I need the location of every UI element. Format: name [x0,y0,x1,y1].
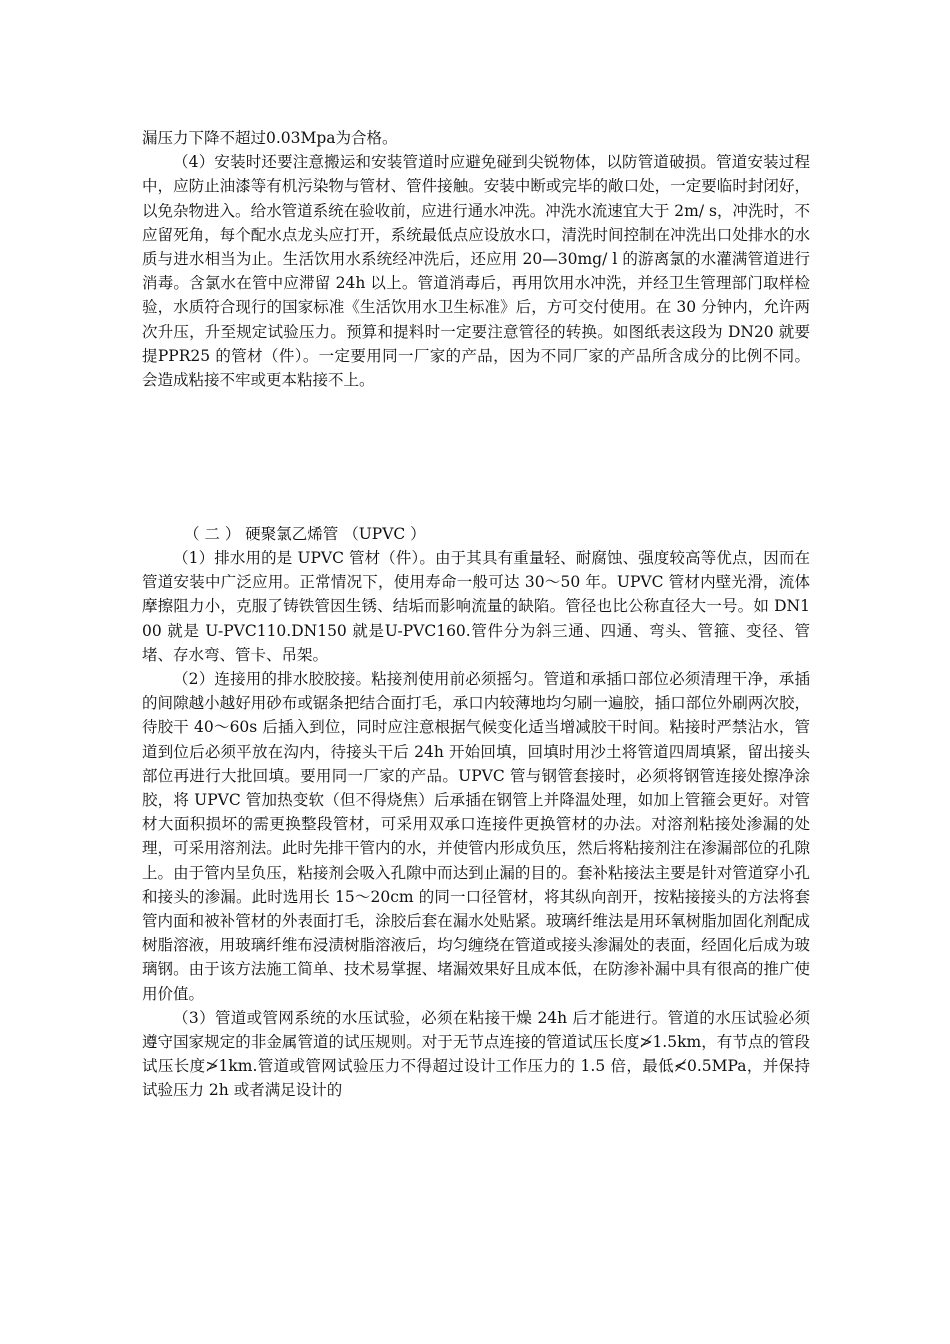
section-heading: （ 二 ） 硬聚氯乙烯管 （UPVC ） [184,525,426,543]
paragraph-3: （3）管道或管网系统的水压试验，必须在粘接干燥 24h 后才能进行。管道的水压试验必须遵守国家规定的非金属管道的试压规则。对于无节点连接的管道试压长度≯1.5km，有节点的管段试压长度≯1km.管道或管网试验压力不得超过设计工作压力的 1.5 倍，最低≮0.5MPa，并保持试验压力 2h 或者满足设计的 [142,1008,810,1100]
upvc-section [142,546,810,1103]
paragraph-1: （1）排水用的是 UPVC 管材（件）。由于其具有重量轻、耐腐蚀、强度较高等优点，因而在管道安装中广泛应用。正常情况下，使用寿命一般可达 30～50 年。UPVC 管材内壁光滑，流体摩擦阻力小，克服了铸铁管因生锈、结垢而影响流量的缺陷。管径也比公称直径大一号。如 DN100 就是 U-PVC110.DN150 就是U-PVC160.管件分为斜三通、四通、弯头、管箍、变径、管堵、存水弯、管卡、吊架。 [142,549,810,664]
carryover-line: 漏压力下降不超过0.03Mpa为合格。 [142,129,398,147]
ppr-section-continuation [142,126,810,392]
paragraph-4: （4）安装时还要注意搬运和安装管道时应避免碰到尖锐物体，以防管道破损。管道安装过程中，应防止油漆等有机污染物与管材、管件接触。安装中断或完毕的敞口处，一定要临时封闭好，以免杂物进入。给水管道系统在验收前，应进行通水冲洗。冲洗水流速宜大于 2m/ s，冲洗时，不应留死角，每个配水点龙头应打开，系统最低点应设放水口，清洗时间控制在冲洗出口处排水的水质与进水相当为止。生活饮用水系统经冲洗后，还应用 20—30mg/ l 的游离氯的水灌满管道进行消毒。含氯水在管中应滞留 24h 以上。管道消毒后，再用饮用水冲洗，并经卫生管理部门取样检验，水质符合现行的国家标准《生活饮用水卫生标准》后，方可交付使用。在 30 分钟内，允许两次升压，升至规定试验压力。预算和提料时一定要注意管径的转换。如图纸表这段为 DN20 就要提PPR25 的管材（件）。一定要用同一厂家的产品，因为不同厂家的产品所含成分的比例不同。会造成粘接不牢或更本粘接不上。 [142,153,810,390]
paragraph-2: （2）连接用的排水胶胶接。粘接剂使用前必须摇匀。管道和承插口部位必须清理干净，承插的间隙越小越好用砂布或锯条把结合面打毛，承口内较薄地均匀刷一遍胶，插口部位外刷两次胶，待胶干 40～60s 后插入到位，同时应注意根据气候变化适当增减胶干时间。粘接时严禁沾水，管道到位后必须平放在沟内，待接头干后 24h 开始回填，回填时用沙土将管道四周填紧，留出接头部位再进行大批回填。要用同一厂家的产品。UPVC 管与钢管套接时，必须将钢管连接处擦净涂胶，将 UPVC 管加热变软（但不得烧焦）后承插在钢管上并降温处理，如加上管箍会更好。对管材大面积损坏的需更换整段管材，可采用双承口连接件更换管材的办法。对溶剂粘接处渗漏的处理，可采用溶剂法。此时先排干管内的水，并使管内形成负压，然后将粘接剂注在渗漏部位的孔隙上。由于管内呈负压，粘接剂会吸入孔隙中而达到止漏的目的。套补粘接法主要是针对管道穿小孔和接头的渗漏。此时选用长 15～20cm 的同一口径管材，将其纵向剖开，按粘接接头的方法将套管内面和被补管材的外表面打毛，涂胶后套在漏水处贴紧。玻璃纤维法是用环氧树脂加固化剂配成树脂溶液，用玻璃纤维布浸渍树脂溶液后，均匀缠绕在管道或接头渗漏处的表面，经固化后成为玻璃钢。由于该方法施工简单、技术易掌握、堵漏效果好且成本低，在防渗补漏中具有很高的推广使用价值。 [142,670,810,1003]
